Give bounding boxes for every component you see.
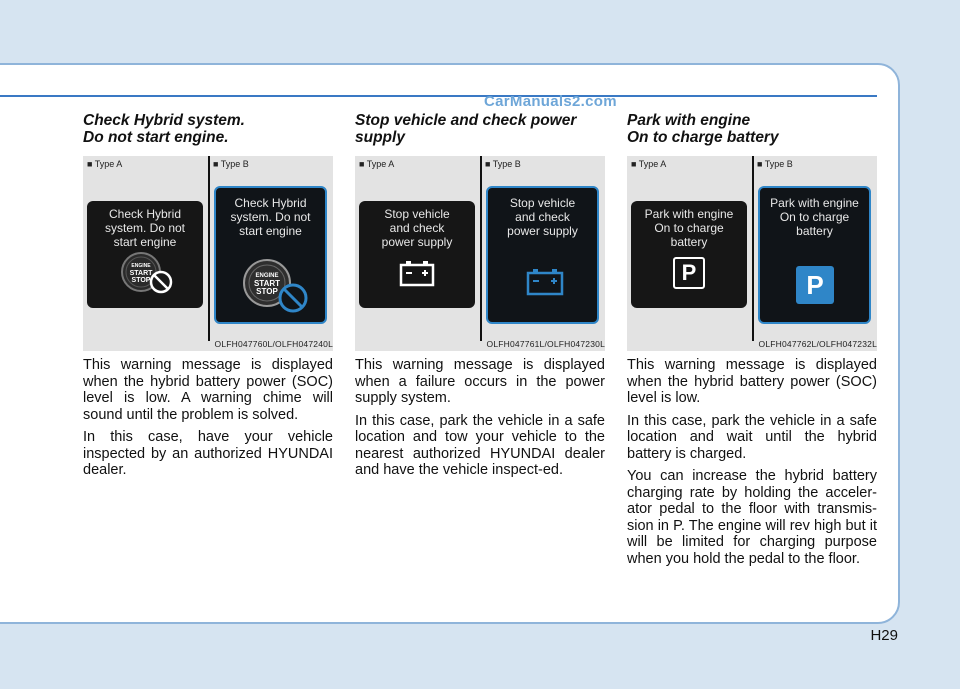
section-heading: Check Hybrid system. Do not start engine. <box>83 112 245 146</box>
section-stop-vehicle <box>355 112 605 479</box>
paragraph: You can increase the hybrid battery charging rate by holding the acceler-ator pedal to the floor with transmis-sion in P. The engine will rev high but it will be limited for charging purpose when you hold the pedal to the floor. <box>627 468 877 567</box>
paragraph: This warning message is displayed when the hybrid battery power (SOC) level is low. A warning chime will sound until the problem is solved. <box>83 357 333 423</box>
display-type-b <box>486 186 599 324</box>
type-a-label: ■ Type A <box>631 159 667 169</box>
figure-divider <box>208 156 210 341</box>
display-message: Park with engine On to charge battery <box>644 207 734 249</box>
type-a-label: ■ Type A <box>87 159 123 169</box>
figure-code: OLFH047761L/OLFH047230L <box>486 339 605 349</box>
engine-start-no-icon <box>241 256 321 320</box>
page-number: H29 <box>870 627 898 644</box>
display-type-a <box>87 201 203 308</box>
engine-start-no-icon <box>119 249 179 299</box>
section-body <box>83 357 333 479</box>
figure-check-hybrid <box>83 156 333 351</box>
paragraph: In this case, park the vehicle in a safe location and tow your vehicle to the nearest authorized HYUNDAI dealer and have the vehicle inspect-ed. <box>355 412 605 478</box>
section-body <box>355 357 605 479</box>
button-text-stop: STOP <box>256 287 278 296</box>
paragraph: In this case, have your vehicle inspected by an authorized HYUNDAI dealer. <box>83 429 333 478</box>
type-a-label: ■ Type A <box>359 159 395 169</box>
display-message: Park with engine On to charge battery <box>770 196 859 238</box>
figure-stop-vehicle <box>355 156 605 351</box>
section-check-hybrid <box>83 112 333 479</box>
watermark: CarManuals2.com <box>484 93 617 110</box>
button-text-start: START <box>253 279 281 288</box>
button-text-engine: ENGINE <box>131 263 151 269</box>
figure-divider <box>752 156 754 341</box>
park-icon: P <box>673 257 705 289</box>
button-text-start: START <box>129 270 153 277</box>
figure-code: OLFH047762L/OLFH047232L <box>758 339 877 349</box>
display-message: Check Hybrid system. Do not start engine <box>104 207 186 249</box>
paragraph: In this case, park the vehicle in a safe location and wait until the hybrid battery is charged. <box>627 412 877 462</box>
battery-icon <box>524 266 566 298</box>
paragraph: This warning message is displayed when the hybrid battery power (SOC) level is low. <box>627 357 877 406</box>
section-body <box>627 357 877 567</box>
figure-code: OLFH047760L/OLFH047240L <box>214 339 333 349</box>
section-heading: Stop vehicle and check power supply <box>355 112 577 146</box>
type-b-label: ■ Type B <box>757 159 793 169</box>
display-type-b <box>214 186 327 324</box>
display-type-a <box>359 201 475 308</box>
display-message: Check Hybrid system. Do not start engine <box>230 196 311 238</box>
display-message: Stop vehicle and check power supply <box>381 207 453 249</box>
display-type-a <box>631 201 747 308</box>
park-icon: P <box>796 266 834 304</box>
figure-park-with-engine <box>627 156 877 351</box>
paragraph: This warning message is displayed when a failure occurs in the power supply system. <box>355 357 605 406</box>
display-type-b <box>758 186 871 324</box>
section-park-with-engine <box>627 112 877 567</box>
button-text-stop: STOP <box>131 277 151 284</box>
figure-divider <box>480 156 482 341</box>
type-b-label: ■ Type B <box>485 159 521 169</box>
type-b-label: ■ Type B <box>213 159 249 169</box>
section-heading: Park with engine On to charge battery <box>627 112 779 146</box>
battery-icon <box>397 259 437 289</box>
display-message: Stop vehicle and check power supply <box>507 196 578 238</box>
header-rule <box>0 95 877 97</box>
button-text-engine: ENGINE <box>255 273 279 279</box>
